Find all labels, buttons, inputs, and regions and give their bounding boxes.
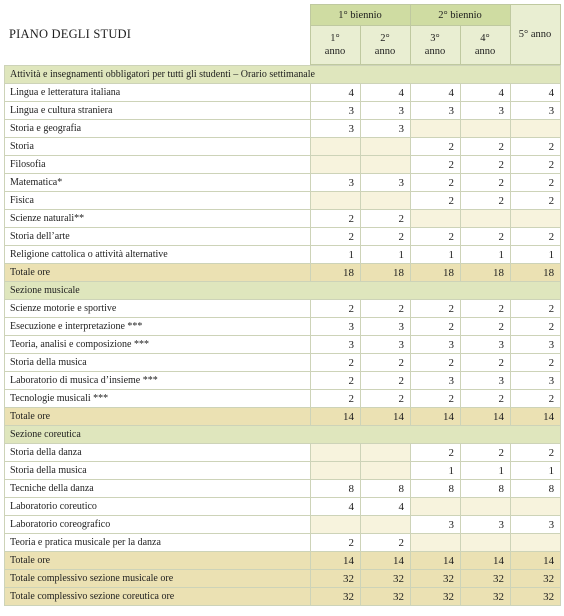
hours-cell-year-3: 1 (411, 462, 461, 480)
subject-label: Storia della musica (5, 354, 311, 372)
hours-cell-year-1: 2 (311, 228, 361, 246)
hours-cell-year-2: 3 (361, 318, 411, 336)
year-header-5: 5° anno (510, 5, 560, 65)
subject-label: Storia della danza (5, 444, 311, 462)
hours-cell-year-1: 14 (311, 408, 361, 426)
hours-cell-year-2: 3 (361, 336, 411, 354)
subject-label: Totale complessivo sezione coreutica ore (5, 588, 311, 606)
study-plan-table (4, 65, 561, 606)
hours-cell-year-2 (361, 138, 411, 156)
hours-cell-year-4 (461, 120, 511, 138)
hours-cell-year-5: 3 (511, 516, 561, 534)
hours-cell-year-3: 32 (411, 588, 461, 606)
year-header-1: 1° anno (310, 26, 360, 65)
subject-label: Scienze naturali** (5, 210, 311, 228)
table-body (5, 66, 561, 606)
hours-cell-year-1: 3 (311, 174, 361, 192)
hours-cell-year-5: 14 (511, 552, 561, 570)
hours-cell-year-4: 3 (461, 102, 511, 120)
subject-label: Storia della musica (5, 462, 311, 480)
table-row (5, 84, 561, 102)
hours-cell-year-4: 2 (461, 318, 511, 336)
hours-cell-year-4: 3 (461, 516, 511, 534)
hours-cell-year-4: 8 (461, 480, 511, 498)
hours-cell-year-1: 32 (311, 588, 361, 606)
hours-cell-year-3 (411, 498, 461, 516)
hours-cell-year-3: 14 (411, 552, 461, 570)
subject-label: Laboratorio coreutico (5, 498, 311, 516)
study-plan-document (4, 4, 560, 606)
hours-cell-year-3: 3 (411, 372, 461, 390)
hours-cell-year-3: 2 (411, 138, 461, 156)
subject-label: Teoria e pratica musicale per la danza (5, 534, 311, 552)
hours-cell-year-5: 3 (511, 372, 561, 390)
table-header (4, 4, 561, 65)
hours-cell-year-1 (311, 516, 361, 534)
hours-cell-year-5: 2 (511, 192, 561, 210)
hours-cell-year-1: 2 (311, 390, 361, 408)
hours-cell-year-5: 2 (511, 300, 561, 318)
hours-cell-year-3: 3 (411, 516, 461, 534)
hours-cell-year-4: 1 (461, 246, 511, 264)
section-header-row (5, 66, 561, 84)
subject-label: Totale ore (5, 264, 311, 282)
section-label: Sezione musicale (5, 282, 561, 300)
hours-cell-year-5: 2 (511, 390, 561, 408)
table-row (5, 516, 561, 534)
table-row (5, 300, 561, 318)
hours-cell-year-1: 3 (311, 336, 361, 354)
table-row (5, 210, 561, 228)
table-row (5, 498, 561, 516)
hours-cell-year-3: 2 (411, 354, 461, 372)
hours-cell-year-5: 1 (511, 246, 561, 264)
subject-label: Fisica (5, 192, 311, 210)
table-row (5, 156, 561, 174)
hours-cell-year-4 (461, 498, 511, 516)
hours-cell-year-1: 14 (311, 552, 361, 570)
hours-cell-year-4: 2 (461, 174, 511, 192)
hours-cell-year-2: 14 (361, 552, 411, 570)
hours-cell-year-5: 32 (511, 570, 561, 588)
subject-label: Filosofia (5, 156, 311, 174)
subject-label: Teoria, analisi e composizione *** (5, 336, 311, 354)
hours-cell-year-2: 3 (361, 102, 411, 120)
table-row (5, 102, 561, 120)
subject-label: Lingua e letteratura italiana (5, 84, 311, 102)
subject-label: Tecniche della danza (5, 480, 311, 498)
subject-label: Storia dell’arte (5, 228, 311, 246)
hours-cell-year-3: 18 (411, 264, 461, 282)
hours-cell-year-4: 18 (461, 264, 511, 282)
hours-cell-year-3: 4 (411, 84, 461, 102)
total-row (5, 588, 561, 606)
hours-cell-year-5: 2 (511, 354, 561, 372)
year-header-3: 3° anno (410, 26, 460, 65)
section-header-row (5, 426, 561, 444)
subject-label: Totale complessivo sezione musicale ore (5, 570, 311, 588)
hours-cell-year-2: 2 (361, 210, 411, 228)
table-row (5, 228, 561, 246)
hours-cell-year-1: 3 (311, 102, 361, 120)
subject-label: Esecuzione e interpretazione *** (5, 318, 311, 336)
hours-cell-year-1: 4 (311, 84, 361, 102)
hours-cell-year-2: 3 (361, 174, 411, 192)
subject-label: Totale ore (5, 408, 311, 426)
hours-cell-year-5 (511, 498, 561, 516)
hours-cell-year-1: 18 (311, 264, 361, 282)
hours-cell-year-3: 8 (411, 480, 461, 498)
hours-cell-year-5: 4 (511, 84, 561, 102)
hours-cell-year-4: 32 (461, 570, 511, 588)
hours-cell-year-4: 2 (461, 300, 511, 318)
hours-cell-year-4: 14 (461, 552, 511, 570)
hours-cell-year-4: 3 (461, 372, 511, 390)
hours-cell-year-2 (361, 156, 411, 174)
hours-cell-year-4: 2 (461, 444, 511, 462)
hours-cell-year-1: 2 (311, 354, 361, 372)
hours-cell-year-4: 4 (461, 84, 511, 102)
hours-cell-year-1: 2 (311, 210, 361, 228)
hours-cell-year-3 (411, 210, 461, 228)
hours-cell-year-4: 2 (461, 192, 511, 210)
hours-cell-year-3: 32 (411, 570, 461, 588)
hours-cell-year-5: 2 (511, 444, 561, 462)
total-row (5, 552, 561, 570)
hours-cell-year-1 (311, 156, 361, 174)
section-label: Attività e insegnamenti obbligatori per tutti gli studenti – Orario settimanale (5, 66, 561, 84)
total-row (5, 264, 561, 282)
hours-cell-year-3: 3 (411, 336, 461, 354)
hours-cell-year-2 (361, 462, 411, 480)
hours-cell-year-4: 3 (461, 336, 511, 354)
hours-cell-year-4: 2 (461, 390, 511, 408)
table-row (5, 336, 561, 354)
subject-label: Tecnologie musicali *** (5, 390, 311, 408)
hours-cell-year-5: 2 (511, 318, 561, 336)
table-row (5, 390, 561, 408)
hours-cell-year-1: 2 (311, 372, 361, 390)
hours-cell-year-1: 3 (311, 318, 361, 336)
hours-cell-year-1: 2 (311, 534, 361, 552)
hours-cell-year-5: 2 (511, 174, 561, 192)
hours-cell-year-3: 14 (411, 408, 461, 426)
hours-cell-year-3: 2 (411, 300, 461, 318)
hours-cell-year-4: 2 (461, 354, 511, 372)
hours-cell-year-1: 1 (311, 246, 361, 264)
hours-cell-year-4: 2 (461, 228, 511, 246)
hours-cell-year-2 (361, 192, 411, 210)
hours-cell-year-3: 2 (411, 318, 461, 336)
table-row (5, 480, 561, 498)
table-row (5, 318, 561, 336)
hours-cell-year-2: 4 (361, 84, 411, 102)
hours-cell-year-5 (511, 120, 561, 138)
hours-cell-year-1 (311, 444, 361, 462)
subject-label: Storia e geografia (5, 120, 311, 138)
table-row (5, 462, 561, 480)
subject-label: Laboratorio coreografico (5, 516, 311, 534)
year-header-2: 2° anno (360, 26, 410, 65)
hours-cell-year-1: 8 (311, 480, 361, 498)
hours-cell-year-2: 18 (361, 264, 411, 282)
total-row (5, 408, 561, 426)
hours-cell-year-4: 14 (461, 408, 511, 426)
hours-cell-year-2: 2 (361, 372, 411, 390)
hours-cell-year-5: 32 (511, 588, 561, 606)
hours-cell-year-2: 14 (361, 408, 411, 426)
hours-cell-year-3: 2 (411, 174, 461, 192)
hours-cell-year-5: 1 (511, 462, 561, 480)
table-row (5, 174, 561, 192)
page-title: PIANO DEGLI STUDI (9, 27, 132, 41)
hours-cell-year-3: 1 (411, 246, 461, 264)
hours-cell-year-2: 2 (361, 228, 411, 246)
hours-cell-year-2: 32 (361, 588, 411, 606)
hours-cell-year-2: 3 (361, 120, 411, 138)
hours-cell-year-2 (361, 516, 411, 534)
hours-cell-year-1 (311, 138, 361, 156)
hours-cell-year-5: 3 (511, 336, 561, 354)
hours-cell-year-5: 2 (511, 228, 561, 246)
group-header-biennio-2: 2° biennio (410, 5, 510, 26)
hours-cell-year-1: 2 (311, 300, 361, 318)
hours-cell-year-4 (461, 534, 511, 552)
hours-cell-year-1: 3 (311, 120, 361, 138)
hours-cell-year-5 (511, 210, 561, 228)
hours-cell-year-4: 32 (461, 588, 511, 606)
hours-cell-year-4 (461, 210, 511, 228)
hours-cell-year-2: 2 (361, 534, 411, 552)
hours-cell-year-5: 2 (511, 156, 561, 174)
section-header-row (5, 282, 561, 300)
hours-cell-year-2: 2 (361, 390, 411, 408)
total-row (5, 570, 561, 588)
section-label: Sezione coreutica (5, 426, 561, 444)
table-row (5, 192, 561, 210)
hours-cell-year-2: 2 (361, 354, 411, 372)
table-row (5, 138, 561, 156)
subject-label: Matematica* (5, 174, 311, 192)
subject-label: Totale ore (5, 552, 311, 570)
hours-cell-year-2: 2 (361, 300, 411, 318)
hours-cell-year-4: 2 (461, 156, 511, 174)
hours-cell-year-3 (411, 120, 461, 138)
table-row (5, 246, 561, 264)
hours-cell-year-2: 4 (361, 498, 411, 516)
hours-cell-year-2 (361, 444, 411, 462)
hours-cell-year-2: 8 (361, 480, 411, 498)
table-row (5, 534, 561, 552)
hours-cell-year-3: 2 (411, 156, 461, 174)
hours-cell-year-1 (311, 192, 361, 210)
hours-cell-year-5: 8 (511, 480, 561, 498)
hours-cell-year-1 (311, 462, 361, 480)
table-row (5, 444, 561, 462)
hours-cell-year-5: 3 (511, 102, 561, 120)
group-header-biennio-1: 1° biennio (310, 5, 410, 26)
hours-cell-year-3 (411, 534, 461, 552)
hours-cell-year-1: 4 (311, 498, 361, 516)
table-row (5, 354, 561, 372)
hours-cell-year-2: 1 (361, 246, 411, 264)
hours-cell-year-3: 2 (411, 390, 461, 408)
subject-label: Storia (5, 138, 311, 156)
hours-cell-year-1: 32 (311, 570, 361, 588)
subject-label: Religione cattolica o attività alternative (5, 246, 311, 264)
subject-label: Laboratorio di musica d’insieme *** (5, 372, 311, 390)
hours-cell-year-4: 1 (461, 462, 511, 480)
hours-cell-year-4: 2 (461, 138, 511, 156)
hours-cell-year-3: 2 (411, 444, 461, 462)
hours-cell-year-3: 3 (411, 102, 461, 120)
hours-cell-year-5: 14 (511, 408, 561, 426)
subject-label: Lingua e cultura straniera (5, 102, 311, 120)
year-header-4: 4° anno (460, 26, 510, 65)
hours-cell-year-2: 32 (361, 570, 411, 588)
hours-cell-year-3: 2 (411, 192, 461, 210)
hours-cell-year-5: 2 (511, 138, 561, 156)
hours-cell-year-3: 2 (411, 228, 461, 246)
subject-label: Scienze motorie e sportive (5, 300, 311, 318)
table-row (5, 120, 561, 138)
table-row (5, 372, 561, 390)
hours-cell-year-5: 18 (511, 264, 561, 282)
hours-cell-year-5 (511, 534, 561, 552)
